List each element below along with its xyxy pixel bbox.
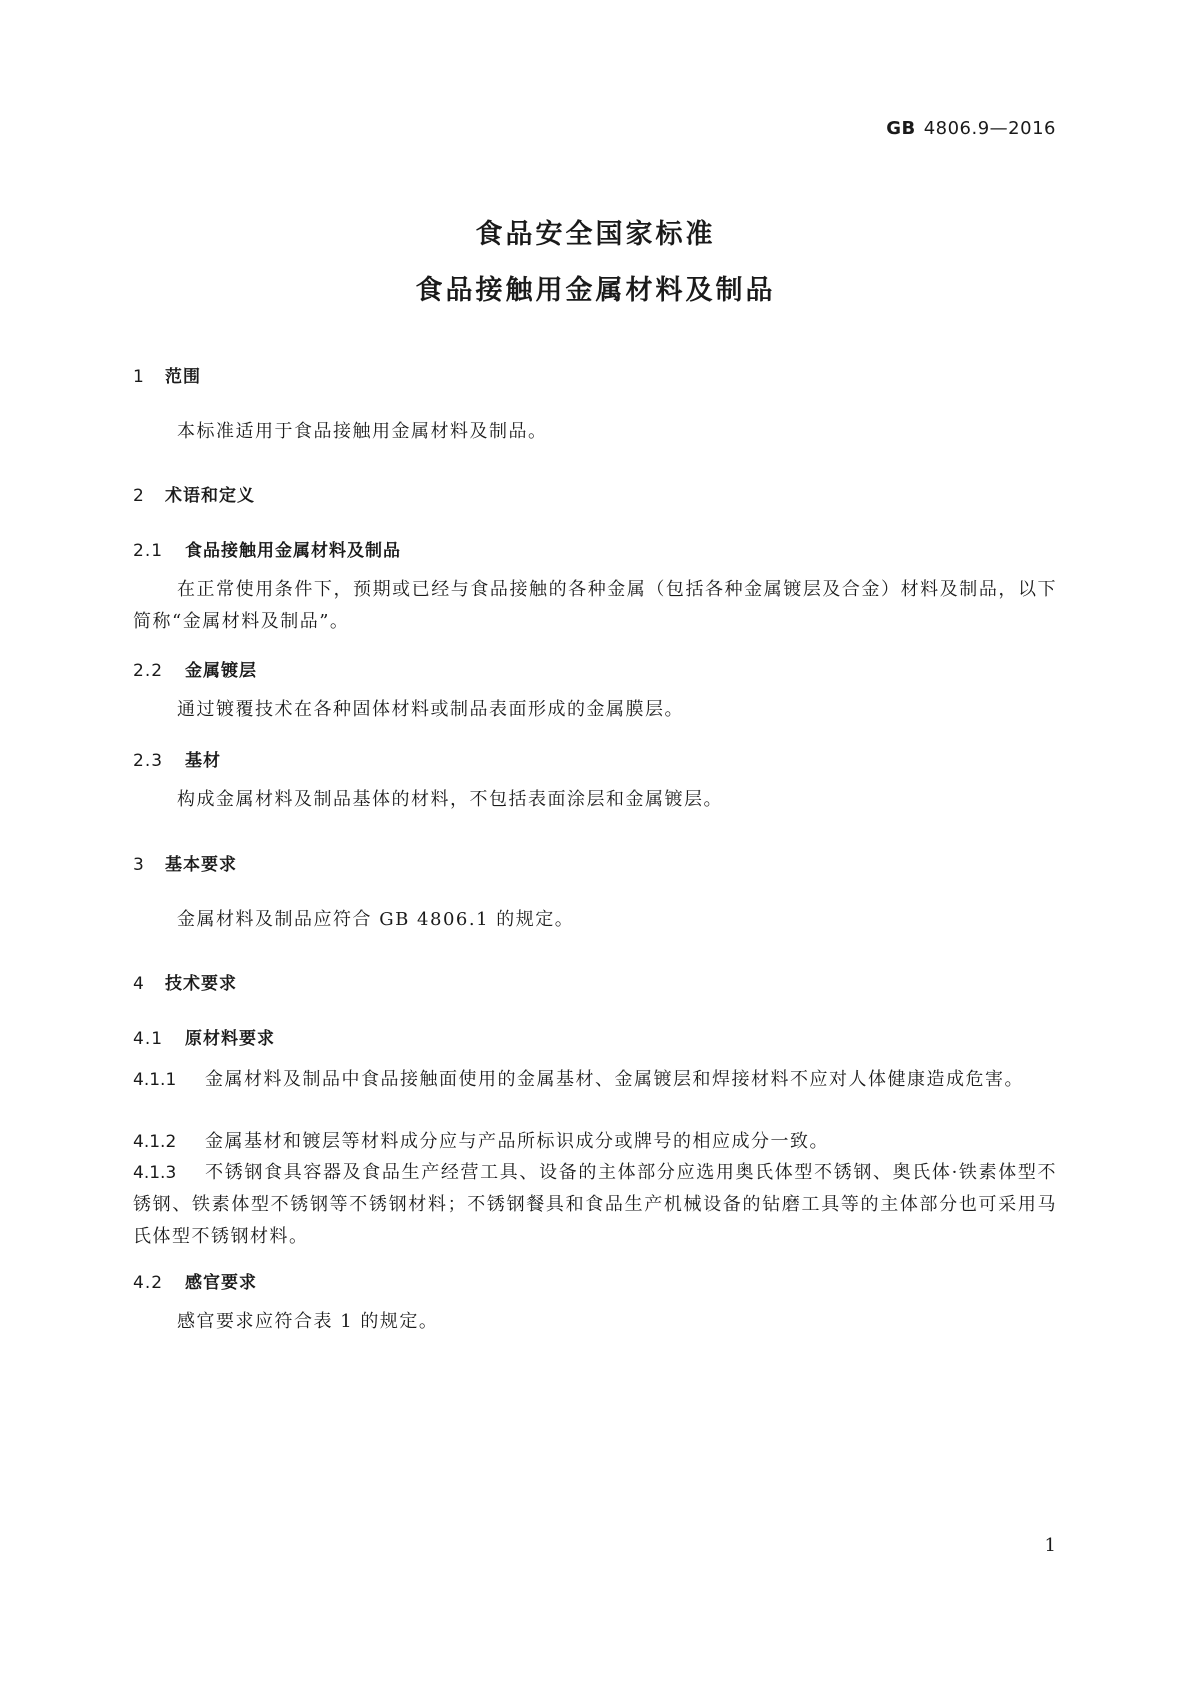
clause-number: 4.1.2 <box>133 1132 177 1152</box>
section-number: 4.1 <box>133 1029 164 1049</box>
clause-number: 4.1.1 <box>133 1070 177 1090</box>
section-title: 基本要求 <box>165 855 237 875</box>
section-title: 基材 <box>185 751 221 771</box>
clause-text: 金属基材和镀层等材料成分应与产品所标识成分或牌号的相应成分一致。 <box>205 1131 829 1152</box>
section-1-heading <box>133 362 201 387</box>
section-number: 2.1 <box>133 541 164 561</box>
section-number: 4 <box>133 974 145 994</box>
section-3-heading <box>133 850 237 875</box>
section-number: 4.2 <box>133 1273 164 1293</box>
section-title: 原材料要求 <box>185 1029 275 1049</box>
clause-4-1-1 <box>133 1064 1057 1096</box>
section-title: 食品接触用金属材料及制品 <box>185 541 401 561</box>
section-title: 范围 <box>165 367 201 387</box>
section-title: 感官要求 <box>185 1273 257 1293</box>
section-2-3-body: 构成金属材料及制品基体的材料，不包括表面涂层和金属镀层。 <box>177 789 723 810</box>
clause-4-1-3 <box>133 1157 1057 1253</box>
standard-number: 4806.9—2016 <box>923 118 1056 139</box>
standard-code <box>886 118 1056 139</box>
section-4-2-body: 感官要求应符合表 1 的规定。 <box>177 1311 439 1332</box>
clause-4-1-2 <box>133 1126 1057 1158</box>
section-2-1-heading <box>133 536 401 561</box>
section-4-1-heading <box>133 1024 275 1049</box>
section-3-body: 金属材料及制品应符合 GB 4806.1 的规定。 <box>177 909 575 930</box>
section-number: 2 <box>133 486 145 506</box>
clause-text: 不锈钢食具容器及食品生产经营工具、设备的主体部分应选用奥氏体型不锈钢、奥氏体·铁素体型不锈钢、铁素体型不锈钢等不锈钢材料；不锈钢餐具和食品生产机械设备的钻磨工具等的主体部分也可采用马氏体型不锈钢材料。 <box>133 1162 1057 1247</box>
section-4-2-heading <box>133 1268 257 1293</box>
clause-text: 金属材料及制品中食品接触面使用的金属基材、金属镀层和焊接材料不应对人体健康造成危害。 <box>205 1069 1024 1090</box>
section-4-heading <box>133 969 237 994</box>
section-title: 术语和定义 <box>165 486 255 506</box>
section-title: 金属镀层 <box>185 661 257 681</box>
document-title-line2: 食品接触用金属材料及制品 <box>415 275 776 306</box>
page-number: 1 <box>1044 1535 1056 1556</box>
document-title-line1: 食品安全国家标准 <box>475 219 716 250</box>
section-number: 1 <box>133 367 145 387</box>
section-2-2-body: 通过镀覆技术在各种固体材料或制品表面形成的金属膜层。 <box>177 699 684 720</box>
section-title: 技术要求 <box>165 974 237 994</box>
section-number: 2.3 <box>133 751 164 771</box>
section-2-1-body: 在正常使用条件下，预期或已经与食品接触的各种金属（包括各种金属镀层及合金）材料及制品，以下简称“金属材料及制品”。 <box>133 579 1057 632</box>
standard-prefix: GB <box>886 118 916 139</box>
clause-number: 4.1.3 <box>133 1163 177 1183</box>
section-2-3-heading <box>133 746 221 771</box>
section-number: 3 <box>133 855 145 875</box>
section-2-2-heading <box>133 656 257 681</box>
section-number: 2.2 <box>133 661 164 681</box>
section-1-body: 本标准适用于食品接触用金属材料及制品。 <box>177 421 548 442</box>
section-2-heading <box>133 481 255 506</box>
